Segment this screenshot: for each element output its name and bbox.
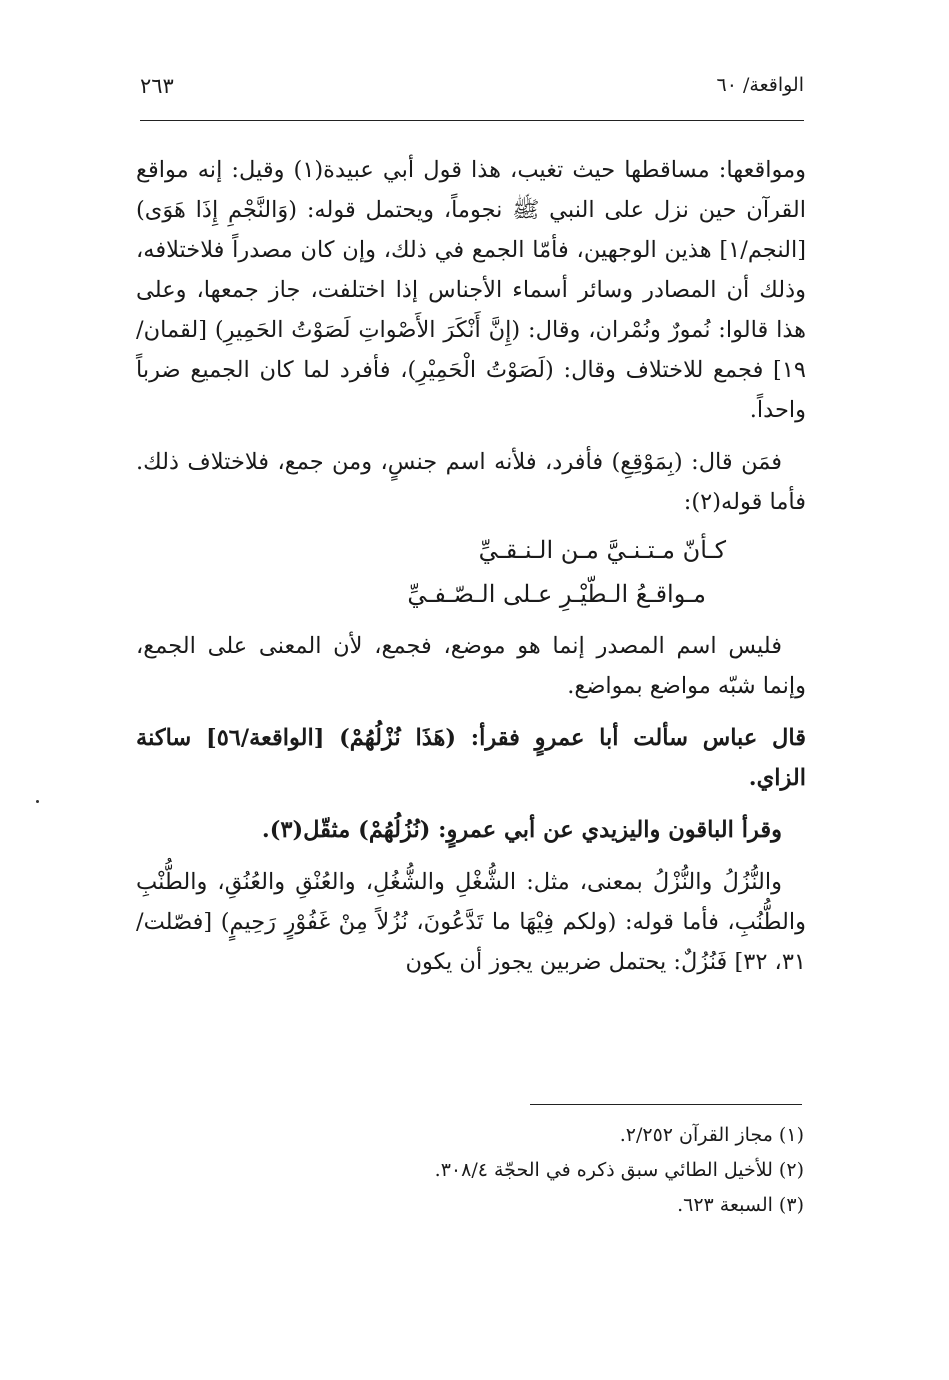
header-rule <box>140 120 804 121</box>
paragraph-4: قال عباس سألت أبا عمروٍ فقرأ: (هَذَا نُزْلُهُمْ) [الواقعة/٥٦] ساكنة الزاي. <box>136 725 806 791</box>
footnote-1: (١) مجاز القرآن ٢/٢٥٢. <box>619 1124 804 1146</box>
running-header <box>140 68 804 108</box>
running-title: الواقعة/ ٦٠ <box>716 74 804 96</box>
paragraph-3: فليس اسم المصدر إنما هو موضع، فجمع، لأن المعنى على الجمع، وإنما شبّه مواضع بمواضع. <box>136 633 806 699</box>
paragraph-1: ومواقعها: مساقطها حيث تغيب، هذا قول أبي عبيدة(١) وقيل: إنه مواقع القرآن حين نزل على النبي ﷺ نجوماً، ويحتمل قوله: (وَالنَّجْمِ إِذَا هَوَى) [النجم/١] هذين الوجهين، فأمّا الجمع في ذلك، وإن كان مصدراً فلاختلافه، وذلك أن المصادر وسائر أسماء الأجناس إذا اختلفت، جاز جمعها، وعلى هذا قالوا: نُمورٌ ونُمْران، وقال: (إِنَّ أَنْكَرَ الأَصْواتِ لَصَوْتُ الحَمِيرِ) [لقمان/١٩] فجمع للاختلاف وقال: (لَصَوْتُ الْحَمِيْرِ)، فأفرد لما كان الجميع ضرباً واحداً. <box>136 157 806 423</box>
scan-speck <box>36 800 39 803</box>
main-text <box>136 150 806 982</box>
poem-line-2: مـواقـعُ الـطّيْـرِ عـلى الـصّـفـيِّ <box>407 580 706 608</box>
footnote-3: (٣) السبعة ٦٢٣. <box>677 1194 804 1216</box>
footnote-rule <box>530 1104 802 1105</box>
poem-verse <box>136 528 806 616</box>
page-number: ٢٦٣ <box>140 74 174 98</box>
paragraph-5: وقرأ الباقون واليزيدي عن أبي عمروٍ: (نُزُلُهُمْ) مثقّل(٣). <box>261 817 782 843</box>
footnotes <box>140 1118 804 1223</box>
footnote-2: (٢) للأخيل الطائي سبق ذكره في الحجّة ٣٠٨/٤. <box>434 1159 804 1181</box>
poem-line-1: كـأنّ مـتـنـيَّ مـن الـنـقـيِّ <box>478 536 726 564</box>
paragraph-2: فمَن قال: (بِمَوْقِعِ) فأفرد، فلأنه اسم جنسٍ، ومن جمع، فلاختلاف ذلك. فأما قوله(٢): <box>136 449 806 515</box>
paragraph-6: والنُّزُلُ والنُّزْلُ بمعنى، مثل: الشُّغْلِ والشُّغُلِ، والعُنْقِ والعُنُقِ، والطُّنْبِ والطُّنُبِ، فأما قوله: (ولكم فِيْهَا ما تَدَّعُونَ، نُزُلاً مِنْ غَفُوْرٍ رَحِيمٍ) [فصّلت/ ٣١، ٣٢] فَنُزُلٌ: يحتمل ضربين يجوز أن يكون <box>136 869 806 975</box>
